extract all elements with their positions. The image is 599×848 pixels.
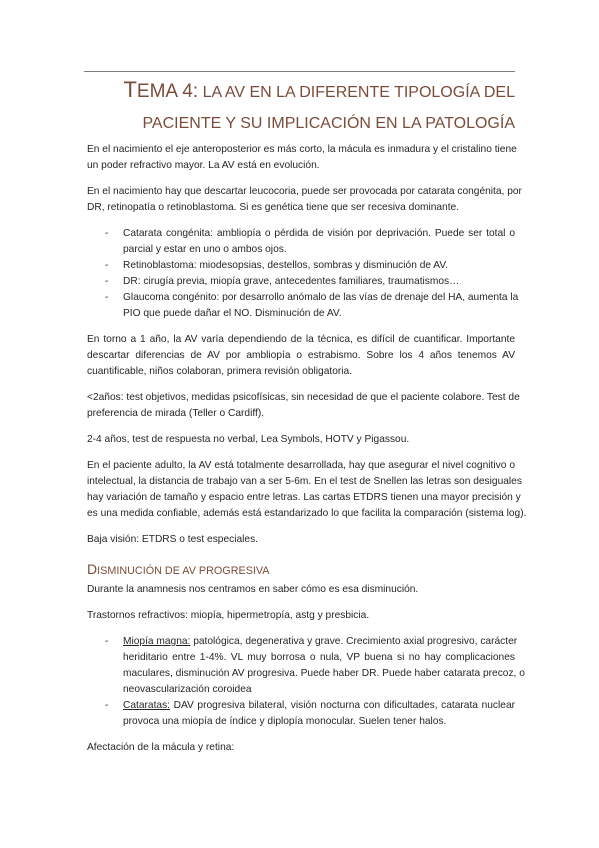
section-title: ISMINUCIÓN DE AV PROGRESIVA xyxy=(97,565,270,577)
term-miopia-magna: Miopía magna: xyxy=(123,636,191,647)
title-initial: T xyxy=(123,77,137,102)
title-line1: LA AV EN LA DIFERENTE TIPOLOGÍA DEL xyxy=(198,84,515,101)
p2-line2: DR, retinopatía o retinoblastoma. Si es genética tiene que ser recesiva dominante. xyxy=(87,202,460,213)
section-initial: D xyxy=(87,561,98,577)
p4-line2: preferencia de mirada (Teller o Cardiff). xyxy=(87,408,265,419)
p6-line2: intelectual, la distancia de trabajo van a ser 5-6m. En el test de Snellen las letras son desiguales xyxy=(87,476,522,487)
title-line2: PACIENTE Y SU IMPLICACIÓN EN LA PATOLOGÍA xyxy=(142,115,515,132)
list1-item2: Retinoblastoma: miodesopsias, destellos, sombras y disminución de AV. xyxy=(123,260,449,271)
p6-line1: En el paciente adulto, la AV está totalmente desarrollada, hay que asegurar el nivel cognitivo o xyxy=(87,460,515,471)
list2-item1-line3: maculares, disminución AV progresiva. Puede haber DR. Puede haber catarata precoz, o xyxy=(123,668,525,679)
list1-item1-line1: Catarata congénita: ambliopía o pérdida de visión por deprivación. Puede ser total o xyxy=(123,228,515,239)
section-heading xyxy=(87,560,270,580)
p1-line2: un poder refractivo mayor. La AV está en evolución. xyxy=(87,160,320,171)
p1-line1: En el nacimiento el eje anteroposterior es más corto, la mácula es inmadura y el cristalino tiene xyxy=(87,144,517,155)
list1-item1-line2: parcial y estar en uno o ambos ojos. xyxy=(123,244,287,255)
list-dash: - xyxy=(105,228,109,239)
title-rule xyxy=(84,71,515,72)
p6-line3: hay variación de tamaño y espacio entre letras. Las cartas ETDRS tienen una mayor precisión y xyxy=(87,492,521,503)
list1-item3: DR: cirugía previa, miopía grave, antecedentes familiares, traumatismos… xyxy=(123,276,460,287)
p3-line3: cuantificable, niños colaboran, primera revisión obligatoria. xyxy=(87,366,353,377)
p7: Baja visión: ETDRS o test especiales. xyxy=(87,534,258,545)
list2-item1-line1 xyxy=(123,634,518,650)
list1-item4-line1: Glaucoma congénito: por desarrollo anómalo de las vías de drenaje del HA, aumenta la xyxy=(123,292,519,303)
term-cataratas: Cataratas: xyxy=(123,700,170,711)
list-dash: - xyxy=(105,292,109,303)
page-title xyxy=(92,77,515,103)
title-topic: EMA 4: xyxy=(136,81,199,102)
list-dash: - xyxy=(105,700,109,711)
p4-line1: <2años: test objetivos, medidas psicofísicas, sin necesidad de que el paciente colabore. Test de xyxy=(87,392,520,403)
list2-item1-line2: heriditario entre 1-4%. VL muy borrosa o nula, VP buena si no hay complicaciones xyxy=(123,652,515,663)
p5: 2-4 años, test de respuesta no verbal, Lea Symbols, HOTV y Pigassou. xyxy=(87,434,410,445)
p3-line1: En torno a 1 año, la AV varía dependiendo de la técnica, es difícil de cuantificar. Importante xyxy=(87,334,515,345)
p6-line4: es una medida confiable, además está estandarizado lo que facilita la comparación (sistema log). xyxy=(87,508,527,519)
p3-line2: descartar diferencias de AV por ambliopía o estrabismo. Sobre los 4 años tenemos AV xyxy=(87,350,515,361)
list2-item1-text: patológica, degenerativa y grave. Crecimiento axial progresivo, carácter xyxy=(190,636,518,647)
p9: Trastornos refractivos: miopía, hipermetropía, astg y presbicia. xyxy=(87,610,370,621)
list2-item2-line1 xyxy=(123,698,515,714)
list2-item1-line4: neovascularización coroidea xyxy=(123,684,252,695)
p2-line1: En el nacimiento hay que descartar leucocoria, puede ser provocada por catarata congénita, por xyxy=(87,186,522,197)
list-dash: - xyxy=(105,260,109,271)
p8: Durante la anamnesis nos centramos en saber cómo es esa disminución. xyxy=(87,584,419,595)
list-dash: - xyxy=(105,636,109,647)
list2-item2-text: DAV progresiva bilateral, visión nocturna con dificultades, catarata nuclear xyxy=(170,700,515,711)
list2-item2-line2: provoca una miopía de índice y diplopía monocular. Suelen tener halos. xyxy=(123,716,447,727)
p10: Afectación de la mácula y retina: xyxy=(87,742,235,753)
list-dash: - xyxy=(105,276,109,287)
list1-item4-line2: PIO que puede dañar el NO. Disminución de AV. xyxy=(123,308,342,319)
